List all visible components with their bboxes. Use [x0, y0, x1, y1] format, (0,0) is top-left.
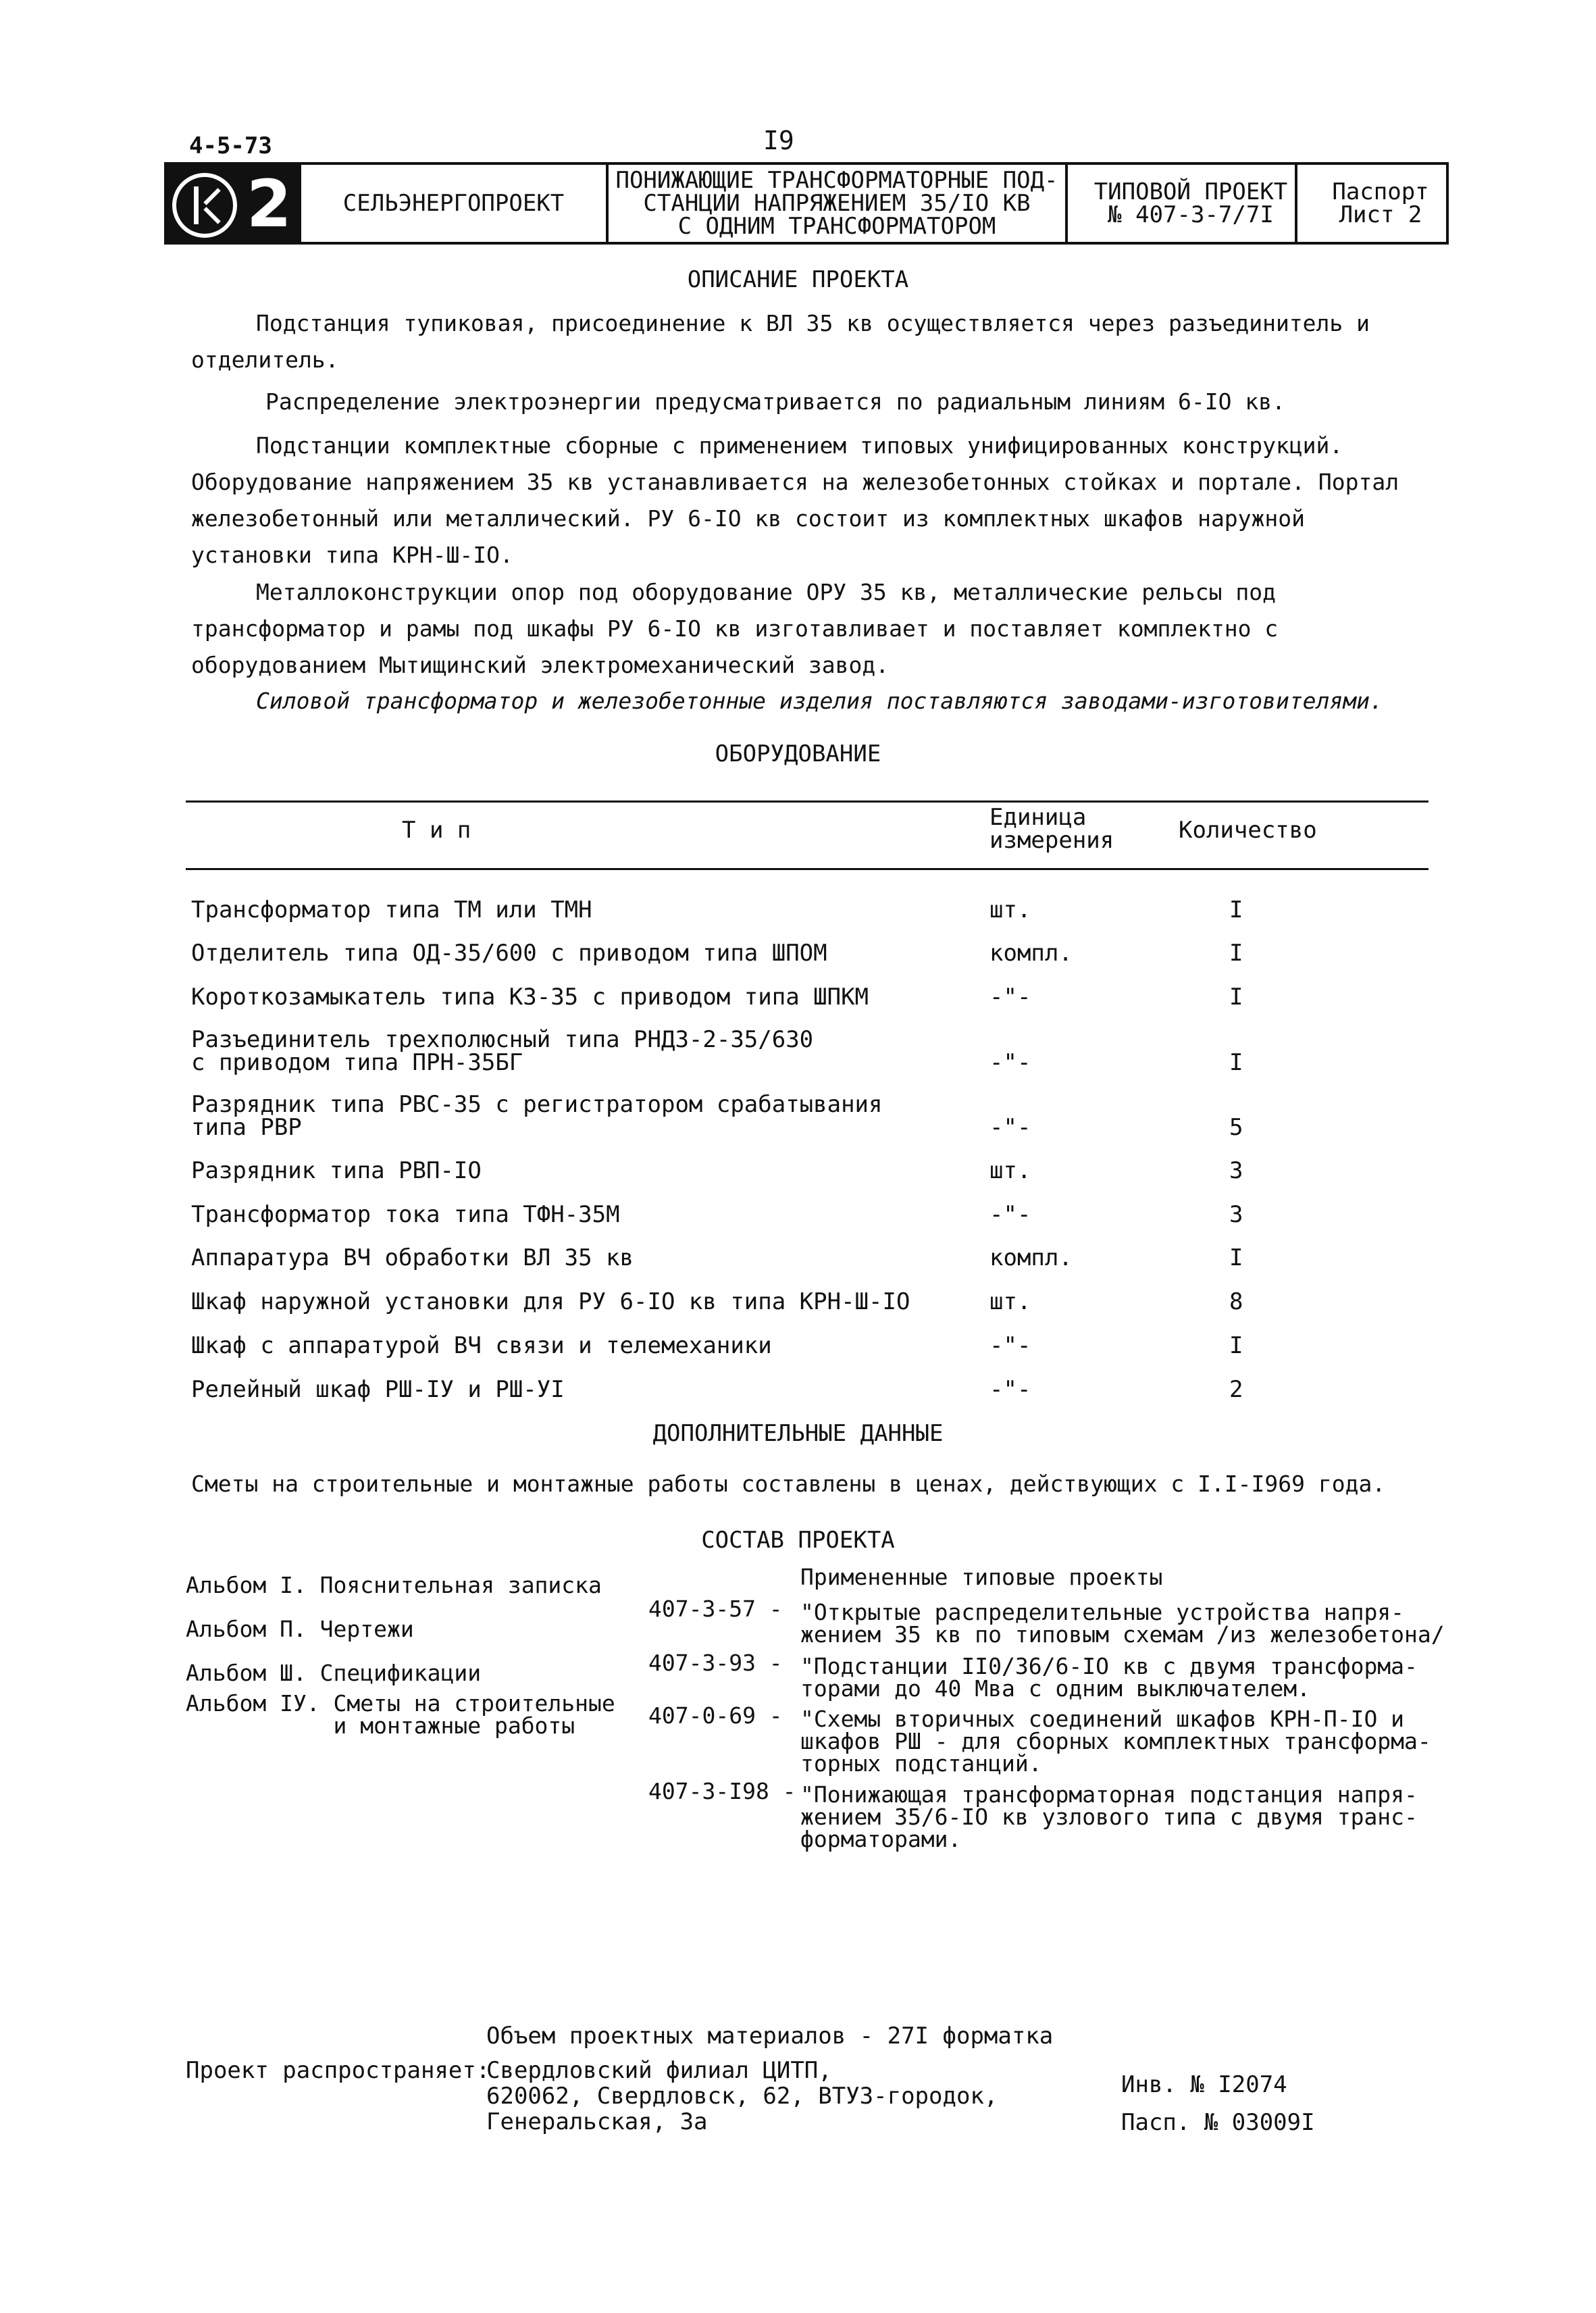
table-top-rule	[186, 800, 1428, 803]
additional-heading: ДОПОЛНИТЕЛЬНЫЕ ДАННЫЕ	[652, 1420, 944, 1447]
ref-code: 407-0-69 -	[648, 1702, 783, 1729]
row-type: Разрядник типа РВС-35 с регистратором срабатывания типа РВР	[191, 1091, 883, 1141]
ref-code: 407-3-57 -	[648, 1596, 783, 1622]
column-header-type: Т и п	[402, 817, 471, 844]
row-unit: шт.	[989, 896, 1031, 923]
additional-text: Сметы на строительные и монтажные работы составлены в ценах, действующих с I.I-I969 года.	[191, 1471, 1386, 1497]
row-type: Трансформатор тока типа ТФН-35М	[191, 1201, 620, 1228]
row-unit: шт.	[989, 1157, 1031, 1184]
ref-text: "Понижающая трансформаторная подстанция напря- жением 35/6-IO кв узлового типа с двумя транс- форматорами.	[800, 1781, 1418, 1852]
ref-code: 407-3-93 -	[648, 1650, 783, 1676]
page-number: I9	[763, 126, 794, 155]
album-item: Альбом I. Пояснительная записка	[186, 1572, 602, 1598]
row-unit: -"-	[989, 1376, 1031, 1403]
distributor-address: Свердловский филиал ЦИТП, 620062, Свердловск, 62, ВТУЗ-городок, Генеральская, 3а	[486, 2057, 998, 2135]
row-quantity: I	[1229, 896, 1243, 923]
project-title: ПОНИЖАЮЩИЕ ТРАНСФОРМАТОРНЫЕ ПОД- СТАНЦИИ НАПРЯЖЕНИЕМ 35/IO КВ С ОДНИМ ТРАНСФОРМАТОРОМ	[606, 165, 1065, 242]
materials-volume: Объем проектных материалов - 27I форматка	[486, 2023, 1054, 2050]
project-number: ТИПОВОЙ ПРОЕКТ № 407-3-7/7I	[1065, 165, 1295, 242]
description-paragraph: Подстанция тупиковая, присоединение к ВЛ 35 кв осуществляется через разъединитель и отделитель.	[191, 310, 1370, 373]
logo-number: 2	[247, 166, 292, 242]
album-item: Альбом Ш. Спецификации	[186, 1660, 482, 1686]
inventory-number: Инв. № I2074	[1121, 2071, 1287, 2098]
row-quantity: 2	[1229, 1376, 1243, 1403]
document-code: 4-5-73	[189, 132, 272, 159]
album-item: Альбом IУ. Сметы на строительные и монтажные работы	[186, 1690, 615, 1739]
row-quantity: 3	[1229, 1201, 1243, 1228]
row-unit: -"-	[989, 1201, 1031, 1228]
row-unit: -"-	[989, 1114, 1031, 1141]
row-quantity: 5	[1229, 1114, 1243, 1141]
row-type: Аппаратура ВЧ обработки ВЛ 35 кв	[191, 1244, 634, 1271]
row-type: Шкаф наружной установки для РУ 6-IO кв типа КРН-Ш-IO	[191, 1288, 910, 1315]
passport-number: Пасп. № 03009I	[1121, 2109, 1315, 2136]
row-type: Разрядник типа РВП-IO	[191, 1157, 482, 1184]
row-unit: -"-	[989, 1332, 1031, 1359]
row-type: Отделитель типа ОД-35/600 с приводом типа ШПОМ	[191, 940, 827, 967]
row-quantity: I	[1229, 984, 1243, 1011]
row-quantity: I	[1229, 1049, 1243, 1076]
row-type: Трансформатор типа ТМ или ТМН	[191, 896, 592, 923]
title-block	[164, 162, 1449, 245]
ref-text: "Открытые распределительные устройства напря- жением 35 кв по типовым схемам /из железобетона/	[800, 1599, 1445, 1648]
distributor-label: Проект распространяет:	[186, 2057, 490, 2084]
table-header-rule	[186, 868, 1428, 870]
ref-code: 407-3-I98 -	[648, 1778, 796, 1804]
ref-text: "Схемы вторичных соединений шкафов КРН-П-IO и шкафов РШ - для сборных комплектных трансформа- торных подстанций.	[800, 1706, 1431, 1777]
description-paragraph: Силовой трансформатор и железобетонные изделия поставляются заводами-изготовителями.	[256, 688, 1383, 714]
row-type: Короткозамыкатель типа КЗ-35 с приводом типа ШПКМ	[191, 984, 869, 1011]
row-quantity: 8	[1229, 1288, 1243, 1315]
row-quantity: I	[1229, 1244, 1243, 1271]
row-quantity: 3	[1229, 1157, 1243, 1184]
applied-projects-heading: Примененные типовые проекты	[800, 1564, 1163, 1590]
row-unit: компл.	[989, 940, 1073, 967]
logo-emblem-icon	[172, 173, 237, 238]
row-quantity: I	[1229, 1332, 1243, 1359]
description-heading: ОПИСАНИЕ ПРОЕКТА	[687, 266, 909, 293]
row-unit: компл.	[989, 1244, 1073, 1271]
sheet-label: Паспорт Лист 2	[1295, 165, 1446, 242]
row-unit: -"-	[989, 1049, 1031, 1076]
album-item: Альбом П. Чертежи	[186, 1616, 414, 1642]
equipment-heading: ОБОРУДОВАНИЕ	[715, 740, 881, 767]
organization-name: СЕЛЬЭНЕРГОПРОЕКТ	[299, 165, 606, 242]
row-type: Релейный шкаф РШ-IУ и РШ-УI	[191, 1376, 565, 1403]
description-paragraph: Металлоконструкции опор под оборудование ОРУ 35 кв, металлические рельсы под трансформатор и рамы под шкафы РУ 6-IO кв изготавливает и поставляет комплектно с оборудованием Мытищинский электромеханический завод.	[191, 579, 1279, 678]
row-unit: шт.	[989, 1288, 1031, 1315]
row-unit: -"-	[989, 984, 1031, 1011]
description-paragraph: Распределение электроэнергии предусматривается по радиальным линиям 6-IO кв.	[265, 388, 1285, 415]
column-header-quantity: Количество	[1179, 817, 1317, 844]
row-quantity: I	[1229, 940, 1243, 967]
row-type: Разъединитель трехполюсный типа РНДЗ-2-35/630 с приводом типа ПРН-35БГ	[191, 1026, 814, 1076]
logo	[167, 165, 299, 242]
column-header-unit: Единица измерения	[989, 804, 1114, 854]
ref-text: "Подстанции II0/36/6-IO кв с двумя трансформа- торами до 40 Мва с одним выключателем.	[800, 1653, 1418, 1702]
description-paragraph: Подстанции комплектные сборные с применением типовых унифицированных конструкций. Оборудование напряжением 35 кв устанавливается на железобетонных стойках и портале. Портал железобетонный или металлический. РУ 6-IO кв состоит из комплектных шкафов наружной установки типа КРН-Ш-IO.	[191, 432, 1399, 568]
row-type: Шкаф с аппаратурой ВЧ связи и телемеханики	[191, 1332, 772, 1359]
composition-heading: СОСТАВ ПРОЕКТА	[701, 1527, 895, 1554]
